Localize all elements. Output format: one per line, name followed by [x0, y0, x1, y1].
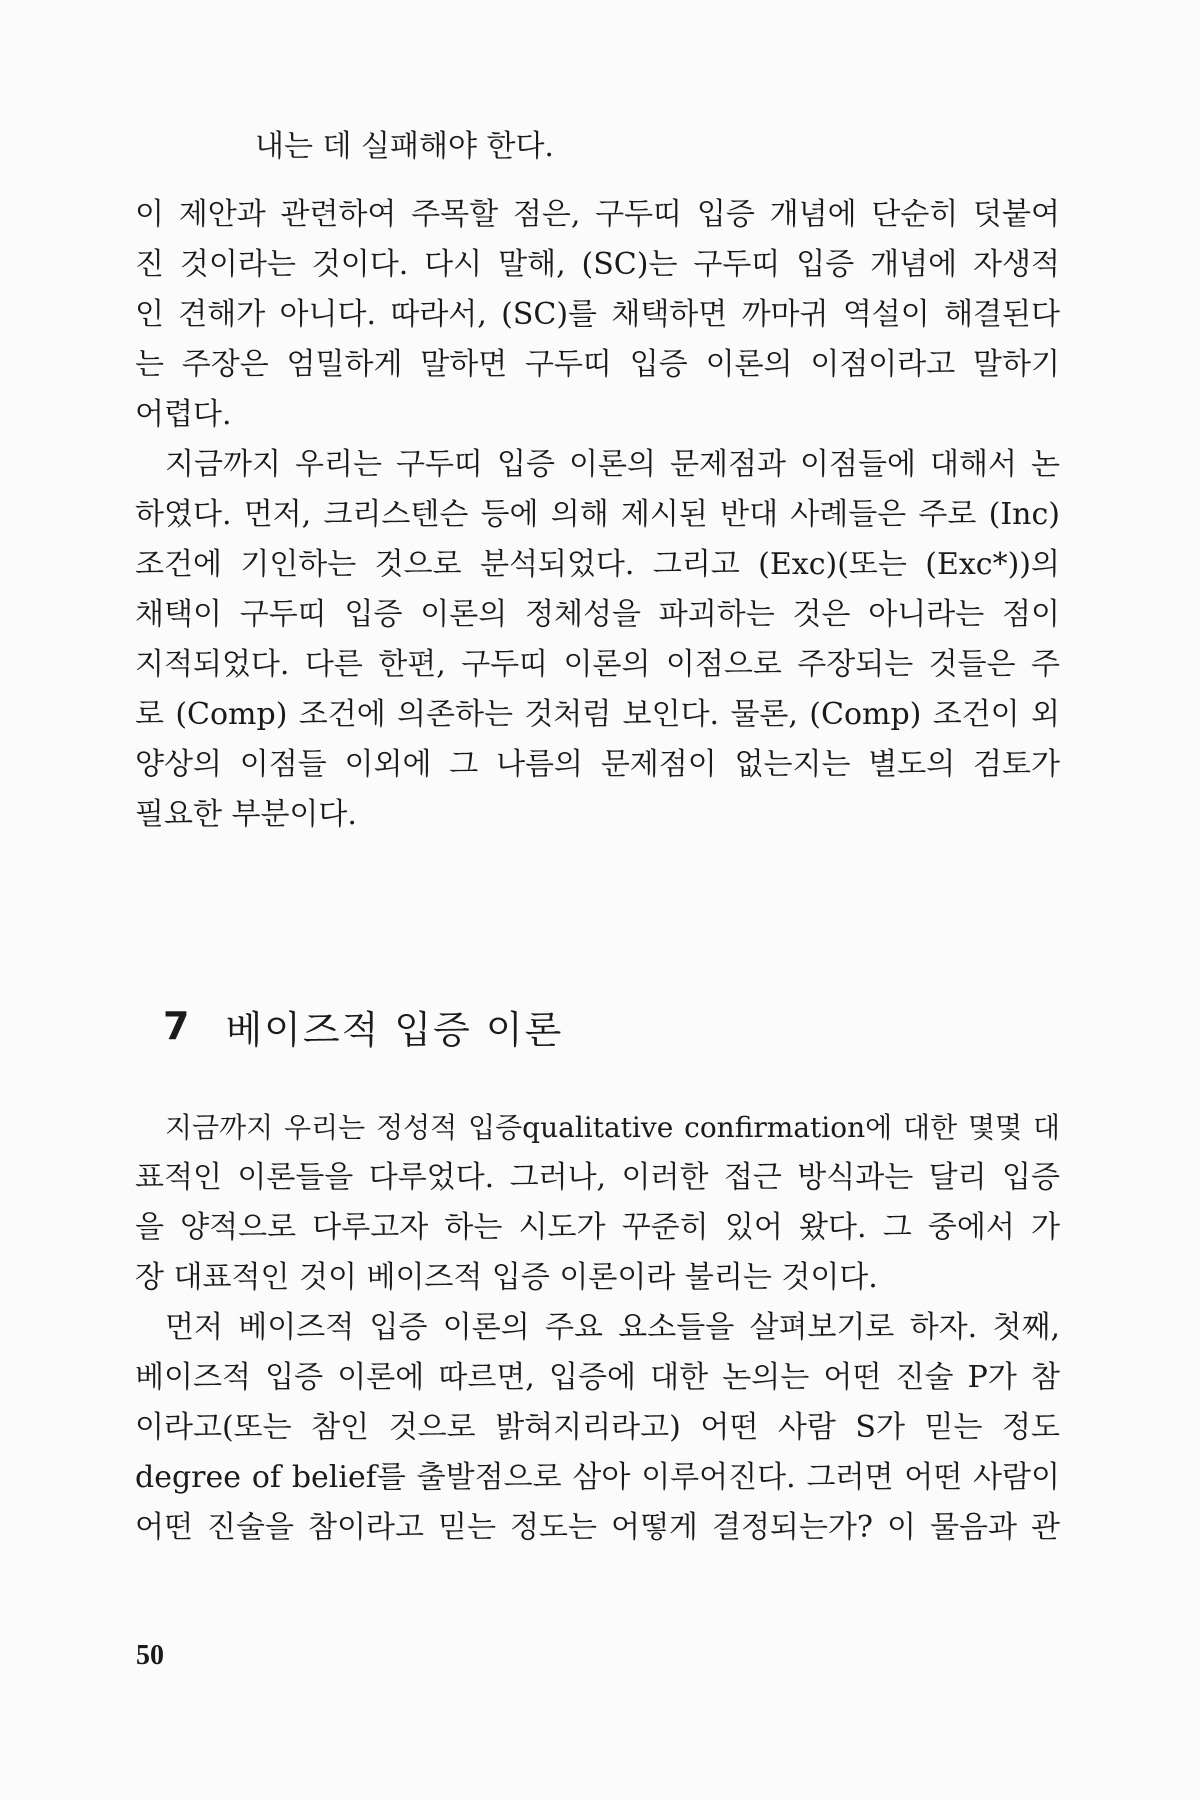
- text-line: 로 (Comp) 조건에 의존하는 것처럼 보인다. 물론, (Comp) 조건이 외: [135, 697, 1060, 732]
- section-heading: [163, 996, 563, 1056]
- text-line: degree of belief를 출발점으로 삼아 이루어진다. 그러면 어떤 사람이: [135, 1460, 1060, 1495]
- text-line: 어렵다.: [135, 397, 232, 432]
- text-line: 조건에 기인하는 것으로 분석되었다. 그리고 (Exc)(또는 (Exc*))의: [135, 547, 1060, 582]
- text-line: 먼저 베이즈적 입증 이론의 주요 요소들을 살펴보기로 하자. 첫째,: [165, 1310, 1060, 1345]
- section-title: 베이즈적 입증 이론: [225, 1007, 564, 1052]
- text-line: 는 주장은 엄밀하게 말하면 구두띠 입증 이론의 이점이라고 말하기: [135, 347, 1060, 382]
- text-line: 하였다. 먼저, 크리스텐슨 등에 의해 제시된 반대 사례들은 주로 (Inc): [135, 497, 1060, 532]
- text-line: 필요한 부분이다.: [135, 797, 357, 832]
- text-line: 지금까지 우리는 정성적 입증qualitative confirmation에 대한 몇몇 대: [165, 1111, 1060, 1144]
- continued-quote-fragment: 내는 데 실패해야 한다.: [255, 129, 554, 164]
- text-line: 지금까지 우리는 구두띠 입증 이론의 문제점과 이점들에 대해서 논: [165, 447, 1060, 482]
- text-line: 이 제안과 관련하여 주목할 점은, 구두띠 입증 개념에 단순히 덧붙여: [135, 197, 1060, 232]
- text-line: 진 것이라는 것이다. 다시 말해, (SC)는 구두띠 입증 개념에 자생적: [135, 247, 1060, 282]
- text-line: 표적인 이론들을 다루었다. 그러나, 이러한 접근 방식과는 달리 입증: [135, 1160, 1060, 1195]
- text-line: 지적되었다. 다른 한편, 구두띠 이론의 이점으로 주장되는 것들은 주: [135, 647, 1060, 682]
- page-number: 50: [136, 1640, 164, 1671]
- section-number: 7: [163, 1004, 190, 1048]
- text-line: 을 양적으로 다루고자 하는 시도가 꾸준히 있어 왔다. 그 중에서 가: [135, 1210, 1060, 1245]
- text-line: 인 견해가 아니다. 따라서, (SC)를 채택하면 까마귀 역설이 해결된다: [135, 297, 1060, 332]
- text-line: 채택이 구두띠 입증 이론의 정체성을 파괴하는 것은 아니라는 점이: [135, 597, 1060, 632]
- text-line: 어떤 진술을 참이라고 믿는 정도는 어떻게 결정되는가? 이 물음과 관: [135, 1510, 1060, 1545]
- text-line: 이라고(또는 참인 것으로 밝혀지리라고) 어떤 사람 S가 믿는 정도: [135, 1410, 1060, 1445]
- text-line: 양상의 이점들 이외에 그 나름의 문제점이 없는지는 별도의 검토가: [135, 747, 1060, 782]
- text-line: 장 대표적인 것이 베이즈적 입증 이론이라 불리는 것이다.: [135, 1260, 878, 1295]
- text-line: 베이즈적 입증 이론에 따르면, 입증에 대한 논의는 어떤 진술 P가 참: [135, 1360, 1060, 1395]
